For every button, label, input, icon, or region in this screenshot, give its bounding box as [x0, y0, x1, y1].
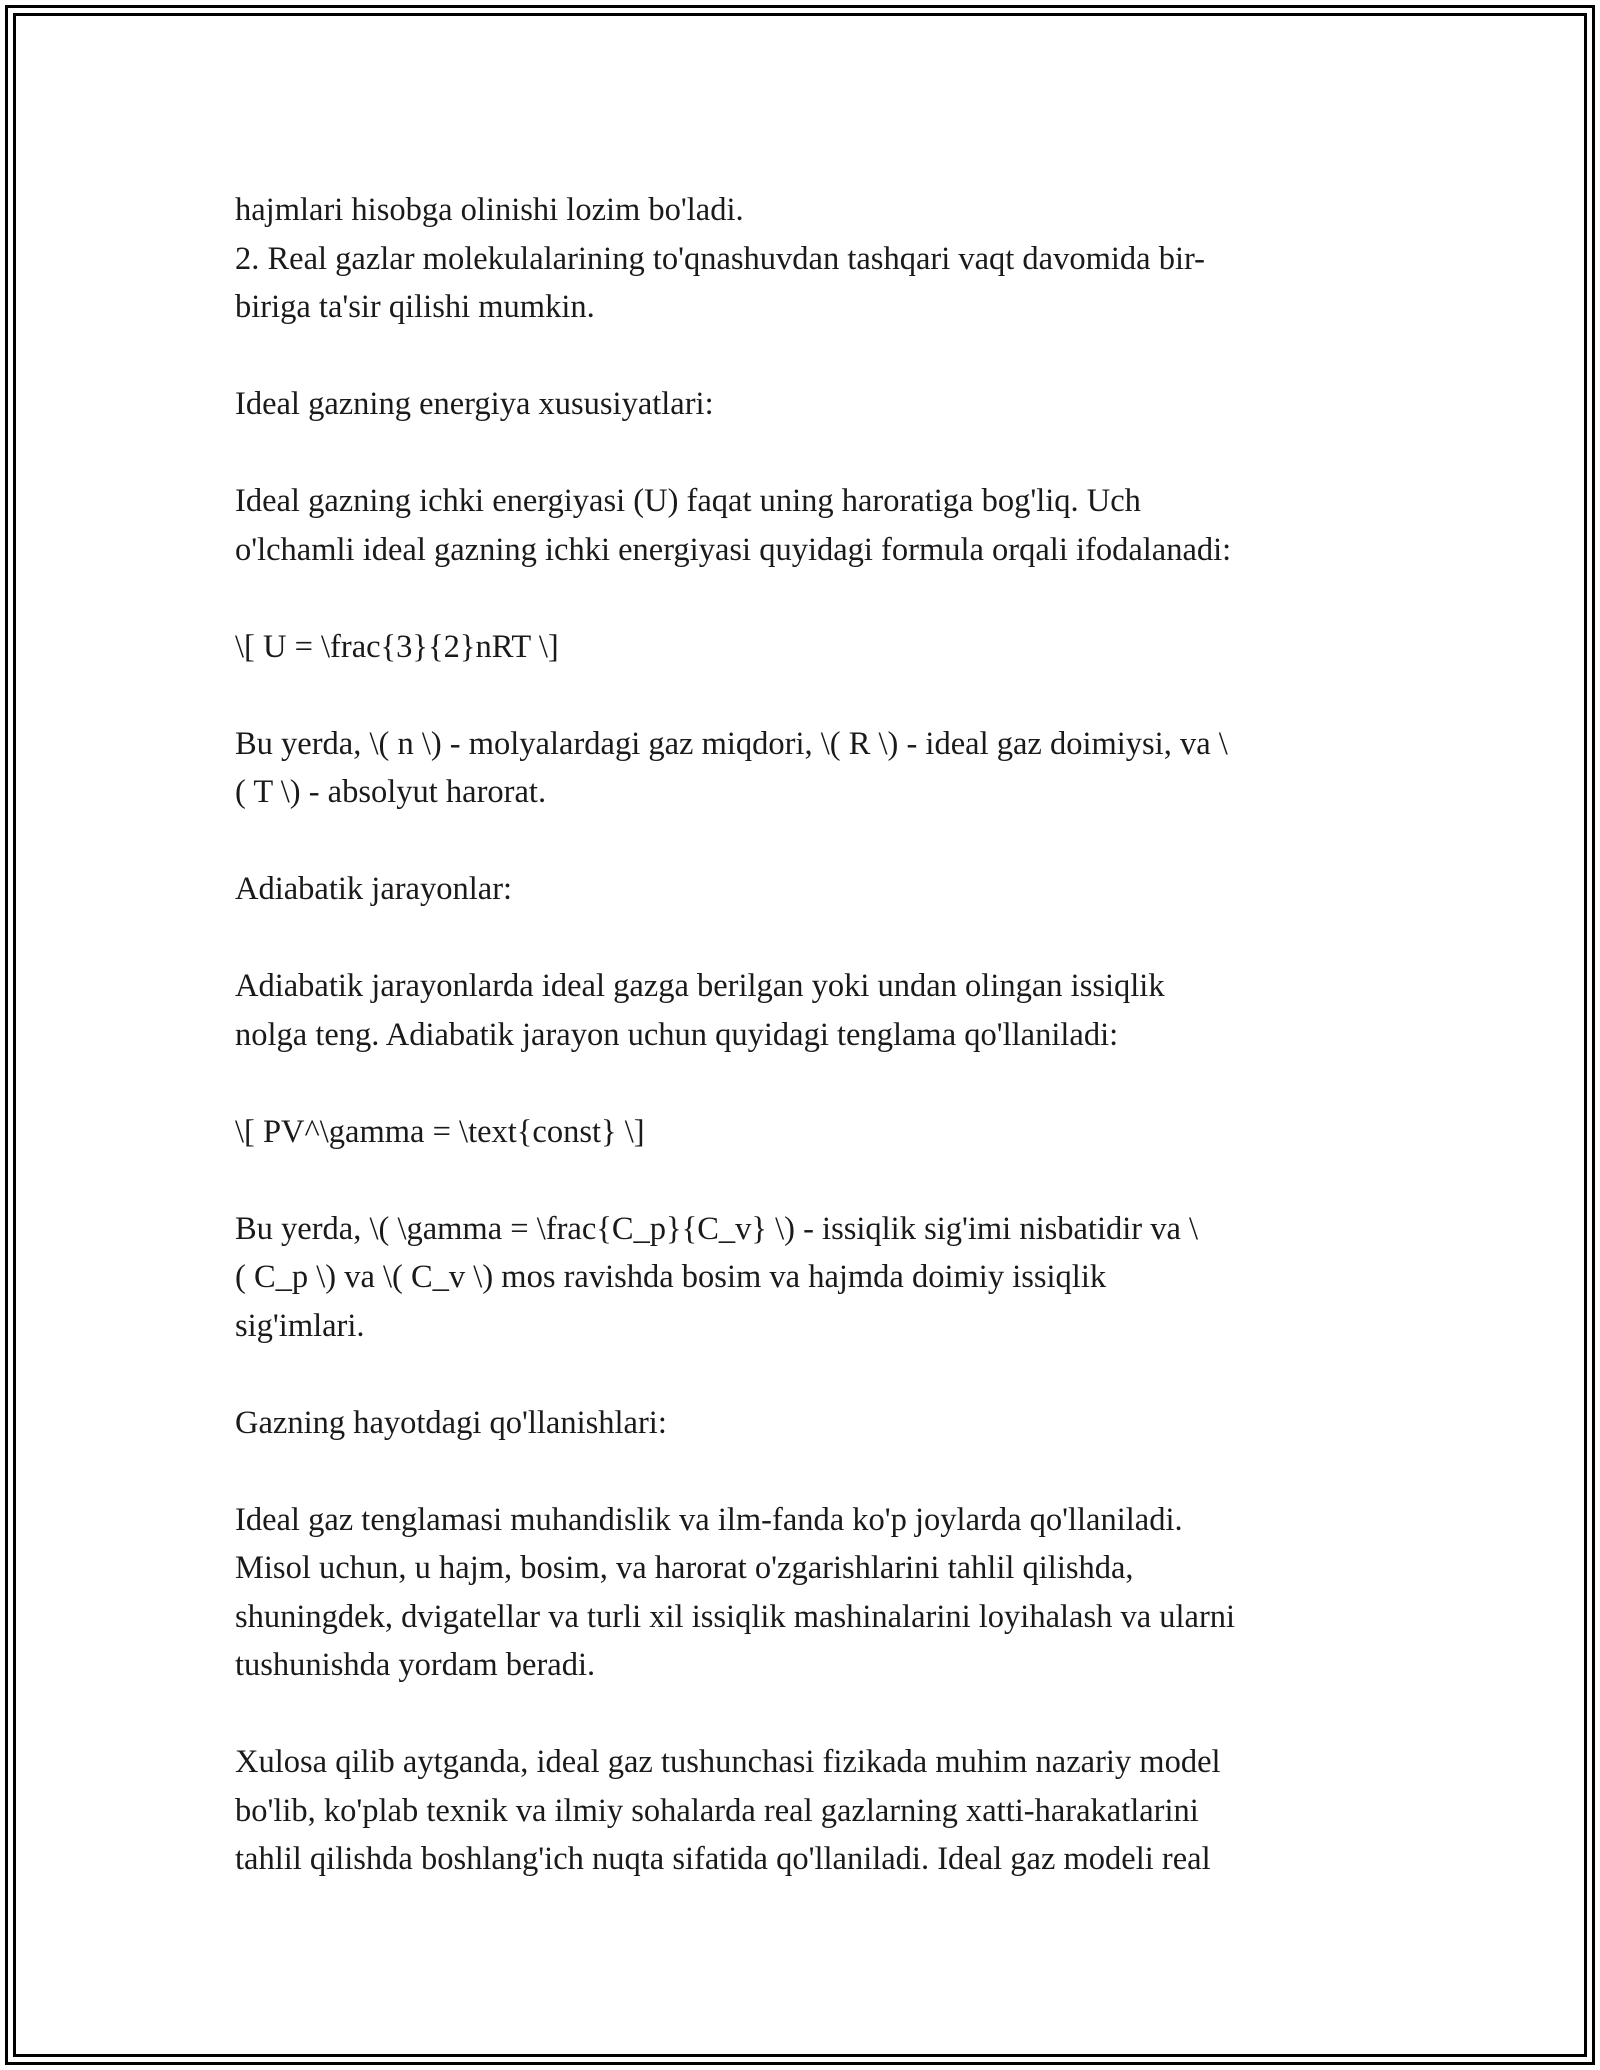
text-line: Bu yerda, \( n \) - molyalardagi gaz miqdori, \( R \) - ideal gaz doimiysi, va \	[235, 725, 1228, 762]
blank-line	[235, 817, 1375, 866]
text-line: tushunishda yordam beradi.	[235, 1647, 596, 1683]
text-line: ( C_p \) va \( C_v \) mos ravishda bosim va hajmda doimiy issiqlik	[235, 1259, 1107, 1295]
section-heading-energy: Ideal gazning energiya xususiyatlari:	[235, 386, 714, 422]
blank-line	[235, 1690, 1375, 1739]
blank-line	[235, 1156, 1375, 1205]
text-line: Adiabatik jarayonlarda ideal gazga berilgan yoki undan olingan issiqlik	[235, 968, 1165, 1004]
text-line: Bu yerda, \( \gamma = \frac{C_p}{C_v} \) - issiqlik sig'imi nisbatidir va \	[235, 1210, 1199, 1247]
text-line: o'lchamli ideal gazning ichki energiyasi quyidagi formula orqali ifodalanadi:	[235, 531, 1232, 568]
text-line: Ideal gaz tenglamasi muhandislik va ilm-fanda ko'p joylarda qo'llaniladi.	[235, 1501, 1183, 1538]
text-line: 2. Real gazlar molekulalarining to'qnashuvdan tashqari vaqt davomida bir-	[235, 240, 1205, 277]
section-heading-applications: Gazning hayotdagi qo'llanishlari:	[235, 1404, 667, 1441]
text-line: tahlil qilishda boshlang'ich nuqta sifatida qo'llaniladi. Ideal gaz modeli real	[235, 1841, 1211, 1877]
blank-line	[235, 1059, 1375, 1108]
formula-adiabatic: \[ PV^\gamma = \text{const} \]	[235, 1113, 645, 1150]
blank-line	[235, 671, 1375, 720]
text-line: shuningdek, dvigatellar va turli xil issiqlik mashinalarini loyihalash va ularni	[235, 1598, 1236, 1635]
text-line: bo'lib, ko'plab texnik va ilmiy sohalarda real gazlarning xatti-harakatlarini	[235, 1792, 1199, 1829]
text-line: sig'imlari.	[235, 1307, 365, 1344]
blank-line	[235, 1447, 1375, 1496]
text-line: nolga teng. Adiabatik jarayon uchun quyidagi tenglama qo'llaniladi:	[235, 1016, 1119, 1053]
section-heading-adiabatic: Adiabatik jarayonlar:	[235, 871, 513, 907]
blank-line	[235, 914, 1375, 963]
document-body	[235, 186, 1375, 1884]
text-line: hajmlari hisobga olinishi lozim bo'ladi.	[235, 192, 744, 228]
text-line: Ideal gazning ichki energiyasi (U) faqat uning haroratiga bog'liq. Uch	[235, 483, 1141, 519]
text-line: Misol uchun, u hajm, bosim, va harorat o'zgarishlarini tahlil qilishda,	[235, 1550, 1134, 1586]
blank-line	[235, 429, 1375, 478]
blank-line	[235, 1350, 1375, 1399]
formula-internal-energy: \[ U = \frac{3}{2}nRT \]	[235, 628, 559, 665]
text-line: biriga ta'sir qilishi mumkin.	[235, 289, 595, 325]
blank-line	[235, 332, 1375, 381]
blank-line	[235, 574, 1375, 623]
text-line: Xulosa qilib aytganda, ideal gaz tushunchasi fizikada muhim nazariy model	[235, 1744, 1221, 1780]
text-line: ( T \) - absolyut harorat.	[235, 774, 547, 810]
